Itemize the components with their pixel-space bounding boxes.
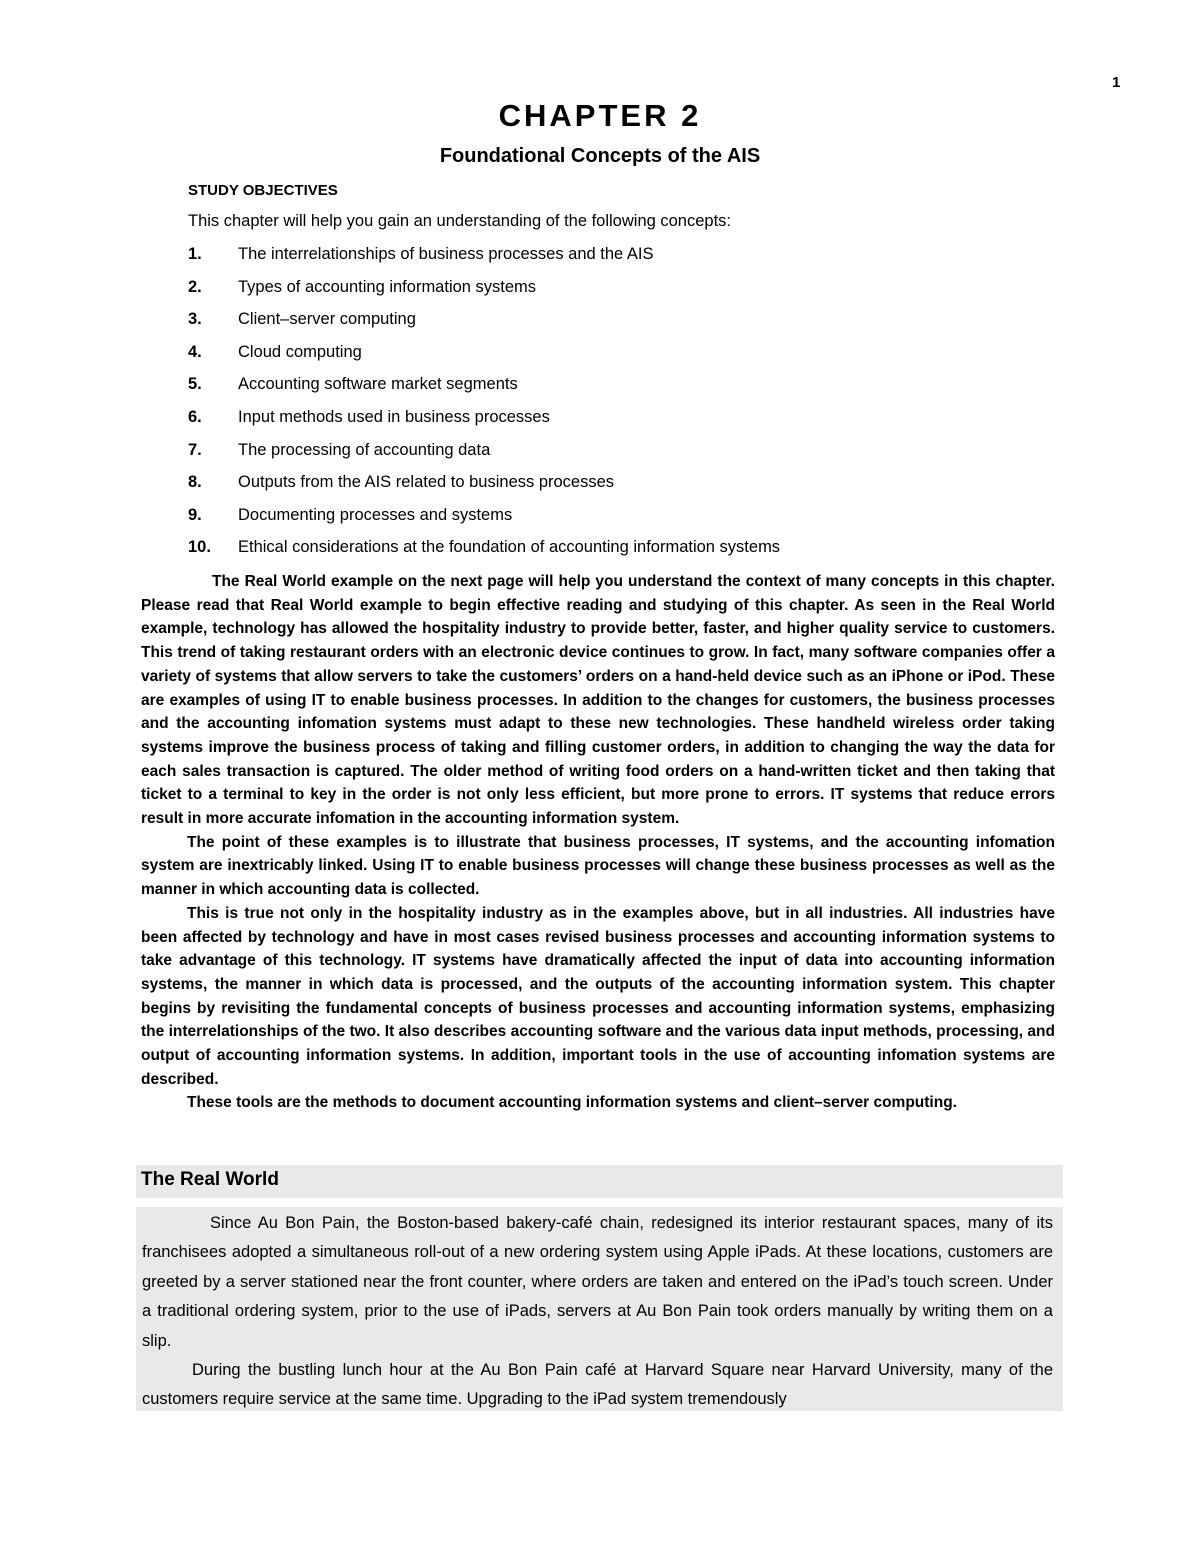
objective-item: [188, 310, 780, 343]
objective-item: [188, 343, 780, 376]
objective-number: 8.: [188, 473, 202, 492]
real-world-box: [136, 1207, 1063, 1411]
objective-number: 9.: [188, 505, 202, 524]
objective-item: [188, 441, 780, 474]
objective-number: 1.: [188, 245, 202, 263]
body-paragraph: The Real World example on the next page will help you understand the context of many concepts in this chapter. Please read that Real World example to begin effective reading and studying of this chapter. As seen in the Real World example, technology has allowed the hospitality industry to provide better, faster, and higher quality service to customers. This trend of taking restaurant orders with an electronic device continues to grow. In fact, many software companies offer a variety of systems that allow servers to take the customers’ orders on a hand-held device such as an iPhone or iPod. These are examples of using IT to enable business processes. In addition to the changes for customers, the business processes and the accounting infomation systems must adapt to these new technologies. These handheld wireless order taking systems improve the business process of taking and filling customer orders, in addition to changing the way the data for each sales transaction is captured. The older method of writing food orders on a hand-written ticket and then taking that ticket to a terminal to key in the order is not only less efficient, but more prone to errors. IT systems that reduce errors result in more accurate infomation in the accounting information system.: [141, 573, 1055, 828]
objective-number: 5.: [188, 375, 202, 394]
objective-number: 10.: [188, 538, 211, 557]
objective-text: Documenting processes and systems: [238, 505, 513, 524]
objective-text: Outputs from the AIS related to business processes: [238, 473, 615, 492]
page-number: 1: [1112, 74, 1121, 91]
real-world-paragraph: During the bustling lunch hour at the Au Bon Pain café at Harvard Square near Harvard University, many of the customers require service at the same time. Upgrading to the iPad system tremendously: [142, 1361, 1053, 1409]
objective-text: The interrelationships of business processes and the AIS: [238, 245, 654, 263]
study-objectives-intro: This chapter will help you gain an understanding of the following concepts:: [188, 212, 732, 230]
objective-text: Input methods used in business processes: [238, 407, 550, 426]
objective-item: [188, 408, 780, 441]
objective-item: [188, 506, 780, 539]
study-objectives-heading: STUDY OBJECTIVES: [188, 182, 338, 199]
real-world-paragraph: Since Au Bon Pain, the Boston-based bakery-café chain, redesigned its interior restaurant spaces, many of its franchisees adopted a simultaneous roll-out of a new ordering system using Apple iPads. At these locations, customers are greeted by a server stationed near the front counter, where orders are taken and entered on the iPad’s touch screen. Under a traditional ordering system, prior to the use of iPads, servers at Au Bon Pain took orders manually by writing them on a slip.: [142, 1214, 1053, 1350]
chapter-subtitle: Foundational Concepts of the AIS: [439, 145, 761, 167]
objective-item: [188, 245, 780, 278]
objective-number: 6.: [188, 407, 202, 426]
body-paragraph: These tools are the methods to document accounting information systems and client–server computing.: [187, 1094, 957, 1112]
real-world-text: [136, 1207, 1063, 1411]
objective-text: Cloud computing: [238, 342, 362, 361]
real-world-title: The Real World: [141, 1169, 279, 1190]
objective-text: Types of accounting information systems: [238, 277, 537, 296]
objective-item: [188, 473, 780, 506]
objective-item: [188, 538, 780, 571]
objective-number: 3.: [188, 310, 202, 329]
objective-text: Accounting software market segments: [238, 375, 518, 394]
objective-text: The processing of accounting data: [238, 440, 491, 459]
objective-text: Ethical considerations at the foundation of accounting information systems: [238, 538, 781, 557]
study-objectives-list: [188, 245, 780, 571]
objective-text: Client–server computing: [238, 310, 416, 329]
body-paragraph: The point of these examples is to illustrate that business processes, IT systems, and the accounting infomation system are inextricably linked. Using IT to enable business processes will change these business processes as well as the manner in which accounting data is collected.: [141, 833, 1055, 899]
objective-item: [188, 278, 780, 311]
chapter-introduction: [141, 570, 1055, 1115]
objective-number: 7.: [188, 440, 202, 459]
body-paragraph: This is true not only in the hospitality industry as in the examples above, but in all industries. All industries have been affected by technology and have in most cases revised business processes and accounting information systems to take advantage of this technology. IT systems have dramatically affected the input of data into accounting information systems, the manner in which data is processed, and the outputs of the accounting information system. This chapter begins by revisiting the fundamental concepts of business processes and accounting information systems, emphasizing the interrelationships of the two. It also describes accounting software and the various data input methods, processing, and output of accounting information systems. In addition, important tools in the use of accounting infomation systems are described.: [141, 904, 1055, 1088]
chapter-title: CHAPTER 2: [498, 98, 702, 133]
objective-number: 4.: [188, 342, 202, 361]
objective-number: 2.: [188, 277, 202, 296]
objective-item: [188, 375, 780, 408]
real-world-header: [136, 1165, 1063, 1198]
